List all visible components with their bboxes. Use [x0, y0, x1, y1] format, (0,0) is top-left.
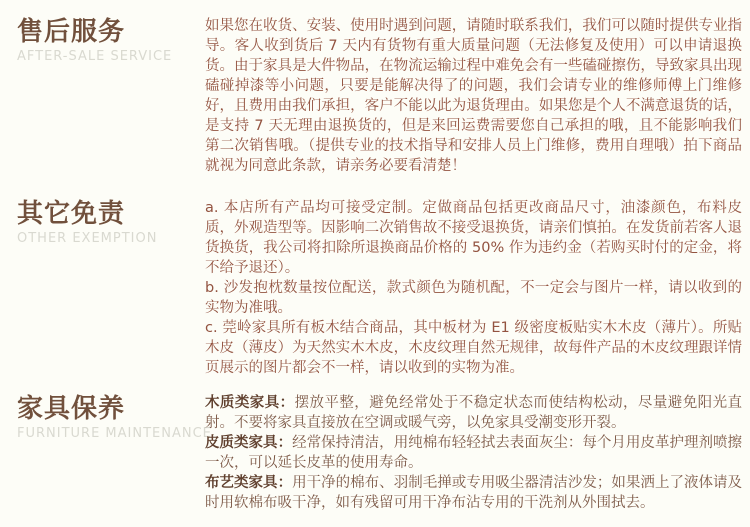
section-content-furniture-maintenance: [205, 393, 742, 513]
section-content-other-exemption: [205, 198, 742, 378]
section-heading-after-sale: [0, 16, 205, 64]
maintenance-item-wood: [205, 393, 742, 433]
maintenance-item-fabric: [205, 473, 742, 513]
section-content-after-sale: [205, 16, 742, 176]
section-heading-furniture-maintenance: [0, 393, 212, 441]
maintenance-text-leather: 经常保持清洁，用纯棉布轻轻拭去表面灰尘：每个月用皮革护理剂喷擦一次，可以延长皮革的使用寿命。: [205, 435, 743, 471]
section-furniture-maintenance: [0, 393, 750, 513]
section-heading-other-exemption: [0, 198, 205, 246]
exemption-item-a: a. 本店所有产品均可接受定制。定做商品包括更改商品尺寸，油漆颜色，布料皮质，外观造型等。因影响二次销售故不接受退换货，请亲们慎拍。在发货前若客人退货换货，我公司将扣除所退换商品价格的 50% 作为违约金（若购买时付的定金，将不给予退还）。: [205, 200, 742, 276]
section-after-sale-service: [0, 16, 750, 176]
after-sale-paragraph: 如果您在收货、安装、使用时遇到问题，请随时联系我们，我们可以随时提供专业指导。客人收到货后 7 天内有货物有重大质量问题（无法修复及使用）可以申请退换货。由于家具是大件物品，在物流运输过程中难免会有一些磕碰擦伤，导致家具出现磕碰掉漆等小问题，只要是能解决得了的问题，我们会请专业的维修师傅上门维修好，且费用由我们承担，客户不能以此为退货理由。如果您是个人不满意退货的话，是支持 7 天无理由退换货的，但是来回运费需要您自己承担的哦，且不能影响我们第二次销售哦。（提供专业的技术指导和安排人员上门维修，费用自理哦）拍下商品就视为同意此条款，请亲务必要看清楚！: [205, 18, 742, 174]
section-subtitle: OTHER EXEMPTION: [17, 231, 158, 246]
maintenance-label-wood: 木质类家具：: [205, 395, 295, 411]
exemption-item-c: c. 莞岭家具所有板木结合商品，其中板材为 E1 级密度板贴实木木皮（薄片）。所贴木皮（薄皮）为天然实木木皮，木皮纹理自然无规律，故每件产品的木皮纹理跟详情页展示的图片都会不一样，请以收到的实物为准。: [205, 320, 742, 376]
section-subtitle: FURNITURE MAINTENANCE: [17, 426, 212, 441]
section-other-exemption: [0, 198, 750, 378]
maintenance-label-fabric: 布艺类家具：: [205, 475, 293, 491]
maintenance-text-fabric: 用干净的棉布、羽制毛掸或专用吸尘器清洁沙发；如果洒上了液体请及时用软棉布吸干净，如有残留可用干净布沾专用的干洗剂从外围拭去。: [205, 475, 743, 511]
section-subtitle: AFTER-SALE SERVICE: [17, 49, 173, 64]
section-title: 其它免责: [17, 199, 126, 229]
section-title: 家具保养: [17, 394, 126, 424]
maintenance-item-leather: [205, 433, 742, 473]
exemption-item-b: b. 沙发抱枕数量按位配送，款式颜色为随机配，不一定会与图片一样，请以收到的实物为准哦。: [205, 280, 742, 316]
section-title: 售后服务: [17, 17, 126, 47]
maintenance-text-wood: 摆放平整，避免经常处于不稳定状态而使结构松动，尽量避免阳光直射。不要将家具直接放在空调或暖气旁，以免家具受潮变形开裂。: [205, 395, 743, 431]
maintenance-label-leather: 皮质类家具：: [205, 435, 293, 451]
